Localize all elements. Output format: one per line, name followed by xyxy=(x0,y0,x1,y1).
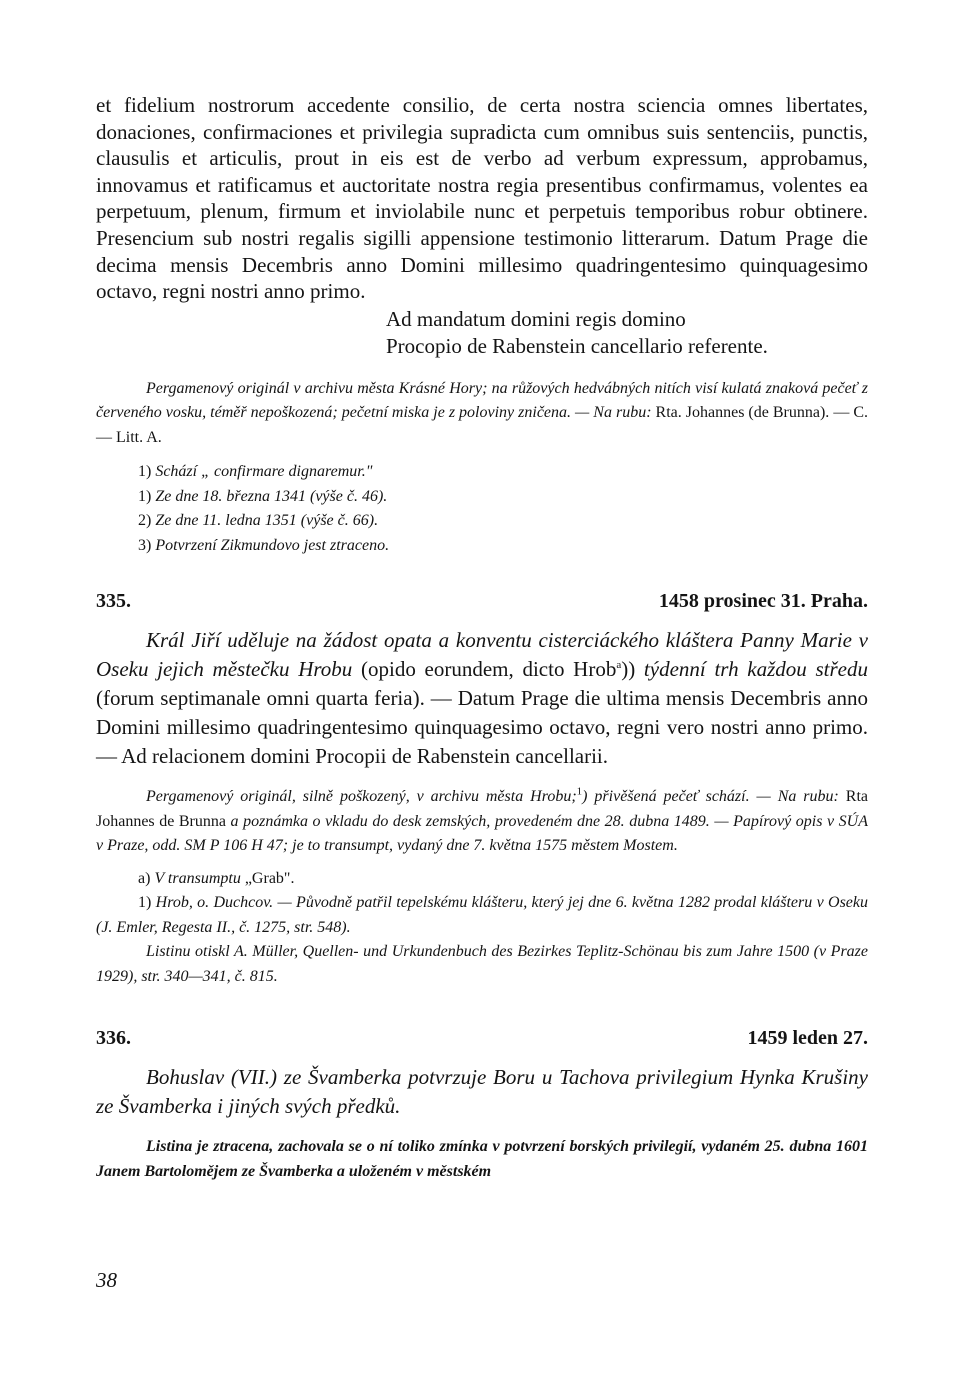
footnote: 2) Ze dne 11. ledna 1351 (výše č. 66). xyxy=(138,512,379,530)
relation-line-1: Ad mandatum domini regis domino xyxy=(386,306,686,331)
entry-number: 336. xyxy=(96,1027,131,1050)
entry336-archival-note: Listina je ztracena, zachovala se o ní toliko zmínka v potvrzení borských privilegií, vydaném 25. dubna 1601 Janem Bartolomějem ze Švamberka a uloženém v městském xyxy=(96,1138,868,1180)
charter-continuation-text: et fidelium nostrorum accedente consilio, de certa nostra sciencia omnes libertates, donaciones, confirmaciones et privilegia supradicta cum omnibus suis sentenciis, punctis, clausulis et articulis, prout in eis est de verbo ad verbum expressum, approbamus, innovamus et ratificamus et auctoritate nostra regia presentibus confirmamus, volentes ea perpetuum, plenum, firmum et inviolabile nunc et perpetuis temporibus robur obtinere. Presencium sub nostri regalis sigilli appensione testimonio litterarum. Datum Prage die decima mensis Decembris anno Domini millesimo quadringentesimo quinquagesimo octavo, regni nostri anno primo. xyxy=(96,93,868,304)
entry336-heading xyxy=(96,1025,868,1051)
entry335-archival-note: Pergamenový originál, silně poškozený, v archivu města Hrobu;$^1$) přivěšená pečeť schází. — Na rubu: Rta Johannes de Brunna a poznámka o vkladu do desk zemských, provedeném dne 28. dubna 1489. — Papírový opis v SÚA v Praze, odd. SM P 106 H 47; je to transumpt, vydaný dne 7. května 1575 městem Mostem. xyxy=(96,785,869,855)
archival-note-italic: Pergamenový originál v archivu města Krásné Hory; na růžových hedvábných nitích visí kulatá znaková pečeť z červeného vosku, téměř nepoškozená; pečetní miska je z poloviny zničena. — Na rubu: xyxy=(96,379,868,422)
entry335-summary: Král Jiří uděluje na žádost opata a konventu cisterciáckého kláštera Panny Marie v Oseku jejich městečku Hrobu (opido eorundem, dicto Hrob$^a$)) týdenní trh každou středu (forum septimanale omni quarta feria). — Datum Prage die ultima mensis Decembris anno Domini millesimo quadringentesimo quinquagesimo octavo, regni vero nostri anno primo. — Ad relacionem domini Procopii de Rabenstein cancellarii. xyxy=(96,628,868,769)
footnote: 3) Potvrzení Zikmundovo jest ztraceno. xyxy=(138,536,390,554)
document-page xyxy=(96,92,868,1184)
page-number: 38 xyxy=(96,1268,117,1292)
relation-line-2: Procopio de Rabenstein cancellario referente. xyxy=(386,333,768,358)
footnote: a) V transumptu „Grab". xyxy=(138,869,295,887)
entry-date: 1459 leden 27. xyxy=(747,1027,868,1050)
entry-date: 1458 prosinec 31. Praha. xyxy=(658,590,868,613)
entry335-heading xyxy=(96,588,868,614)
entry335-footnotes xyxy=(96,867,868,990)
entry334-footnotes xyxy=(96,460,868,558)
entry334-archival-note xyxy=(96,377,868,451)
footnote: 1) Schází „ confirmare dignaremur." xyxy=(138,463,373,481)
archival-note-upright: Rta. Johannes (de Brunna). — C. — Litt. A. xyxy=(96,404,869,446)
footnote: 1) Hrob, o. Duchcov. — Původně patřil tepelskému klášteru, který jej dne 6. května 1282 prodal klášteru v Oseku (J. Emler, Regesta II., č. 1275, str. 548). xyxy=(96,894,869,936)
edition-note: Listinu otiskl A. Müller, Quellen- und Urkundenbuch des Bezirkes Teplitz-Schönau bis zum Jahre 1500 (v Praze 1929), str. 340—341, č. 815. xyxy=(96,943,868,985)
entry-number: 335. xyxy=(96,590,131,613)
footnote: 1) Ze dne 18. března 1341 (výše č. 46). xyxy=(138,487,388,505)
entry336-summary: Bohuslav (VII.) ze Švamberka potvrzuje Boru u Tachova privilegium Hynka Krušiny ze Švamberka i jiných svých předků. xyxy=(96,1065,868,1119)
